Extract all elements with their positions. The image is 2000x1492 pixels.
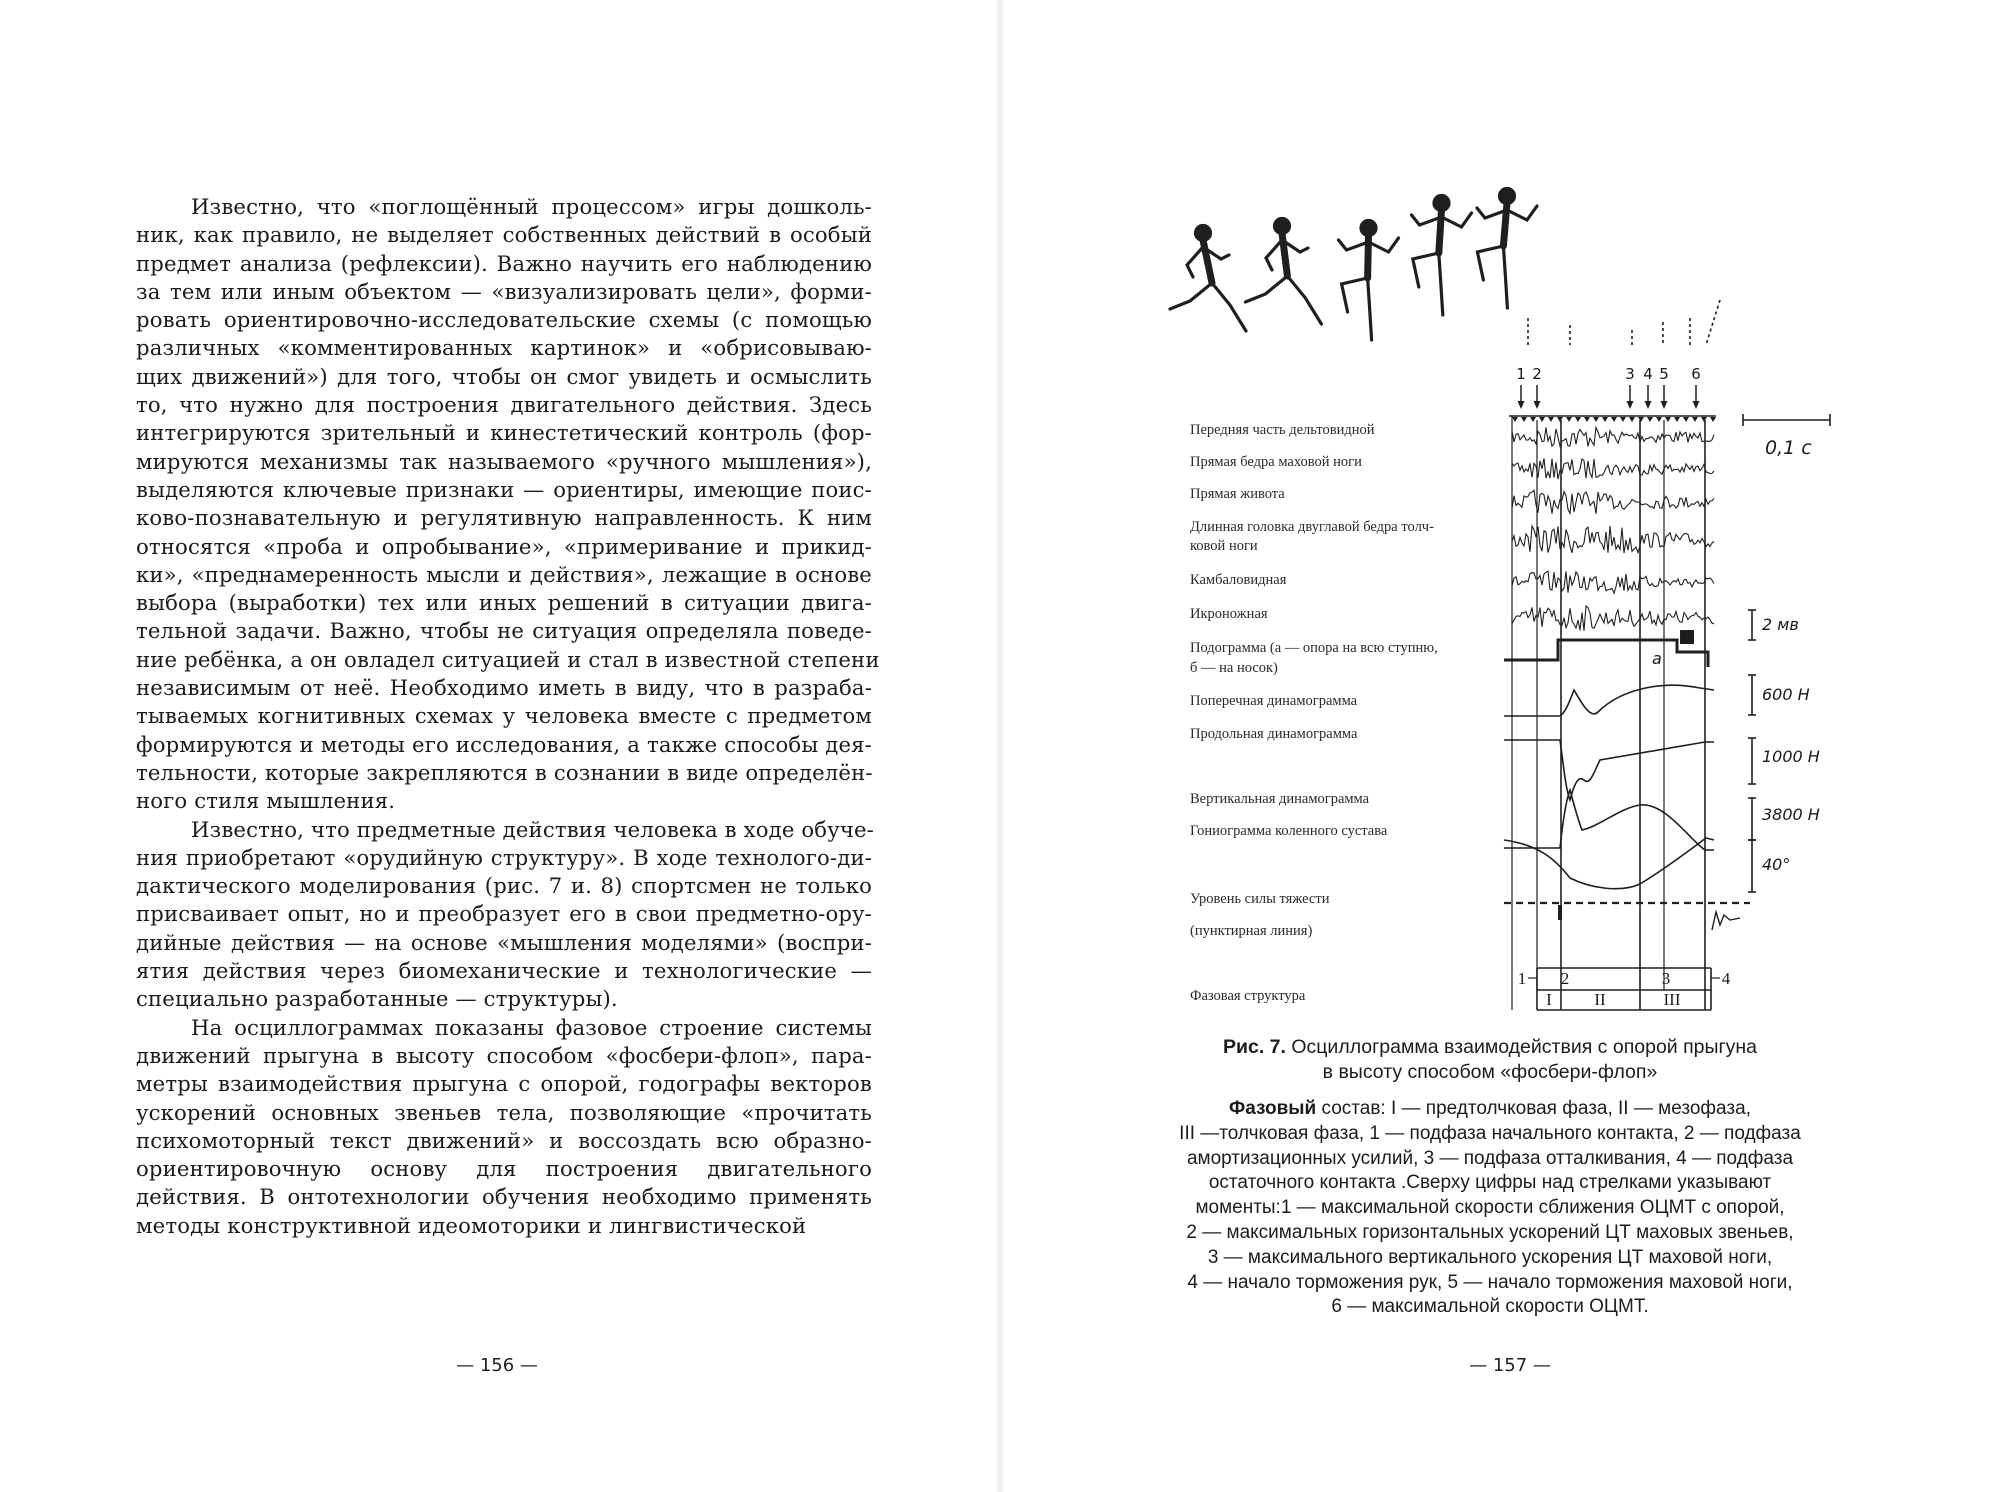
emg-trace xyxy=(1512,458,1714,479)
time-tick xyxy=(1548,417,1554,422)
trace-label: Длинная головка двуглавой бедра толч- xyxy=(1190,519,1434,535)
jumper-leg xyxy=(1342,278,1368,312)
text-line: На осциллограммах показаны фазовое строение системы xyxy=(191,1014,872,1040)
subphase-number: 3 xyxy=(1661,969,1671,988)
trace-label: Уровень силы тяжести xyxy=(1190,891,1330,907)
trace-labels xyxy=(1190,422,1438,1004)
text-line: ятия действия через биомеханические и технологические — xyxy=(136,958,872,984)
subphase-number: 2 xyxy=(1560,969,1570,988)
text-line: ник, как правило, не выделяет собственных действий в особый xyxy=(136,222,872,248)
body-text xyxy=(136,193,880,1240)
jumper-arm xyxy=(1369,238,1399,252)
jumper-leg xyxy=(1170,283,1212,309)
emg-trace xyxy=(1512,490,1714,513)
text-line: относятся «проба и опробывание», «примеривание и прикид- xyxy=(136,533,872,559)
text-line: выделяются ключевые признаки — ориентиры, имеющие поис- xyxy=(136,476,872,502)
legend-line: 2 — максимальных горизонтальных ускорений ЦТ маховых звеньев, xyxy=(1186,1221,1794,1243)
caption-line-1: Осциллограмма взаимодействия с опорой прыгуна xyxy=(1285,1036,1757,1058)
subphase-number: 1 xyxy=(1517,969,1527,988)
emg-trace xyxy=(1512,526,1714,553)
jumper-leg xyxy=(1503,246,1507,308)
text-line: ки», «преднамеренность мысли и действия», лежащие в основе xyxy=(136,561,872,587)
trace-label: Камбаловидная xyxy=(1190,572,1287,588)
jumper-arm xyxy=(1507,206,1537,220)
text-line: мируются механизмы так называемого «ручного мышления»), xyxy=(136,448,872,474)
time-tick xyxy=(1584,417,1590,422)
time-tick xyxy=(1647,417,1653,422)
time-tick xyxy=(1629,417,1635,422)
time-tick xyxy=(1566,417,1572,422)
page-number-right: — 157 — xyxy=(1469,1355,1551,1376)
figure-legend xyxy=(1100,1097,1880,1320)
time-scale-label: 0,1 с xyxy=(1765,437,1812,459)
legend-line: остаточного контакта .Сверху цифры над стрелками указывают xyxy=(1208,1172,1772,1194)
legend-line: 6 — максимальной скорости ОЦМТ. xyxy=(1331,1296,1649,1318)
jumper-leg xyxy=(1287,276,1321,324)
time-tick xyxy=(1575,417,1581,422)
paragraph xyxy=(136,1014,872,1240)
time-tick xyxy=(1521,417,1527,422)
scale-bar-label: 2 мв xyxy=(1762,615,1799,634)
time-tick xyxy=(1656,417,1662,422)
time-tick xyxy=(1602,417,1608,422)
trace-label: ковой ноги xyxy=(1190,538,1258,554)
text-line: ного стиля мышления. xyxy=(136,788,396,814)
text-line: Известно, что предметные действия человека в ходе обуче- xyxy=(191,816,874,842)
time-tick xyxy=(1530,417,1536,422)
text-line: психомоторный текст движений» и воссоздать всю образно- xyxy=(136,1127,872,1153)
jumper-connector-lines xyxy=(1528,300,1720,345)
jumper-arm xyxy=(1412,215,1442,225)
jumper-figure xyxy=(1477,189,1537,309)
text-line: тельной задачи. Важно, чтобы не ситуация определяла поведе- xyxy=(136,618,872,644)
podogram-trace xyxy=(1504,640,1708,667)
text-line: выбора (выработки) тех или иных решений в ситуации двига- xyxy=(136,590,872,616)
knee-goniogram xyxy=(1504,838,1714,889)
time-tick xyxy=(1611,417,1617,422)
phase-roman: I xyxy=(1546,990,1552,1009)
text-line: движений прыгуна в высоту способом «фосбери-флоп», пара- xyxy=(136,1042,872,1068)
arrow-head xyxy=(1693,401,1700,409)
text-line: за тем или иным объектом — «визуализировать цели», форми- xyxy=(136,278,872,304)
arrow-number: 4 xyxy=(1643,365,1653,383)
legend-bold-word: Фазовый xyxy=(1229,1098,1317,1119)
trace-label: Прямая живота xyxy=(1190,486,1285,502)
arrow-number: 2 xyxy=(1532,365,1542,383)
podogram-mark-a: а xyxy=(1652,649,1662,668)
time-tick xyxy=(1512,417,1518,422)
time-tick xyxy=(1638,417,1644,422)
subphase-number: 4 xyxy=(1721,969,1731,988)
connector-line xyxy=(1706,300,1720,345)
legend-rest xyxy=(1100,1122,1880,1320)
text-line: специально разработанные — структуры). xyxy=(136,986,618,1012)
jumper-leg xyxy=(1439,253,1443,315)
jumper-leg xyxy=(1368,278,1372,340)
text-line: присваивает опыт, но и преобразует его в свои предметно-ору- xyxy=(136,901,872,927)
caption-line-2: в высоту способом «фосбери-флоп» xyxy=(1322,1061,1658,1083)
trace-label: Подограмма (а — опора на всю ступню, xyxy=(1190,640,1438,656)
text-line: тываемых когнитивных схемах у человека вместе с предметом xyxy=(136,703,872,729)
moment-arrows xyxy=(1516,365,1701,409)
legend-line: моменты:1 — максимальной скорости сближения ОЦМТ с опорой, xyxy=(1195,1197,1785,1219)
arrow-head xyxy=(1518,401,1525,409)
time-marker-strip xyxy=(1509,414,1830,459)
paragraph xyxy=(136,193,880,816)
text-line: предмет анализа (рефлексии). Важно научить его наблюдению xyxy=(136,250,872,276)
text-line: действия. В онтотехнологии обучения необходимо применять xyxy=(136,1184,872,1210)
jumper-arm xyxy=(1339,240,1369,250)
arrow-head xyxy=(1661,401,1668,409)
time-tick xyxy=(1665,417,1671,422)
phase-roman: III xyxy=(1663,990,1681,1009)
oscillogram-traces xyxy=(1504,427,1750,930)
time-tick xyxy=(1683,417,1689,422)
text-line: щих движений») для того, чтобы он смог увидеть и осмыслить xyxy=(136,363,872,389)
scale-bar-label: 600 Н xyxy=(1762,685,1810,704)
jumper-leg xyxy=(1477,246,1503,280)
legend-line: III —толчковая фаза, 1 — подфаза начального контакта, 2 — подфаза xyxy=(1179,1122,1801,1144)
transverse-dynamogram xyxy=(1504,685,1714,716)
jumper-leg xyxy=(1413,253,1439,287)
legend-line xyxy=(1100,1097,1880,1122)
emg-trace xyxy=(1512,571,1714,593)
trace-label: Фазовая структура xyxy=(1190,988,1306,1004)
jumper-figure xyxy=(1412,196,1472,316)
trace-label: Передняя часть дельтовидной xyxy=(1190,422,1375,438)
text-line: ково-познавательную и регулятивную направленность. К ним xyxy=(136,505,872,531)
vertical-dynamogram xyxy=(1504,790,1714,850)
phase-structure xyxy=(1518,968,1731,1010)
jumper-leg xyxy=(1212,283,1246,331)
time-tick xyxy=(1620,417,1626,422)
arrow-number: 3 xyxy=(1625,365,1635,383)
text-line: тельности, которые закрепляются в сознании в виде определён- xyxy=(136,759,873,785)
time-tick xyxy=(1701,417,1707,422)
jumper-figure xyxy=(1170,226,1246,332)
phase-roman: II xyxy=(1594,990,1606,1009)
text-line: независимым от неё. Необходимо иметь в виду, что в разраба- xyxy=(136,675,872,701)
jumper-arm xyxy=(1187,247,1203,277)
time-tick xyxy=(1710,417,1716,422)
text-line: ровать ориентировочно-исследовательские схемы (с помощью xyxy=(136,307,872,333)
podogram-mark-b: б xyxy=(1682,628,1692,647)
trace-label: Вертикальная динамограмма xyxy=(1190,791,1370,807)
legend-line: 4 — начало торможения рук, 5 — начало торможения маховой ноги, xyxy=(1187,1271,1793,1293)
figure-label: Рис. 7. xyxy=(1222,1036,1286,1058)
text-line: ния приобретают «орудийную структуру». В ходе технолого-ди- xyxy=(136,844,872,870)
jumper-sequence-illustration xyxy=(1170,189,1537,341)
time-tick xyxy=(1674,417,1680,422)
text-line: Известно, что «поглощённый процессом» игры дошколь- xyxy=(191,194,872,219)
arrow-number: 6 xyxy=(1691,365,1701,383)
jumper-arm xyxy=(1266,240,1282,270)
arrow-number: 1 xyxy=(1516,365,1526,383)
scale-bar-label: 1000 Н xyxy=(1762,747,1820,766)
text-line: формируются и методы его исследования, а также способы дея- xyxy=(136,731,872,757)
text-line: ускорений основных звеньев тела, позволяющие «прочитать xyxy=(136,1099,872,1125)
text-line: ориентировочную основу для построения двигательного xyxy=(136,1156,872,1182)
jumper-figure xyxy=(1245,219,1321,325)
text-line: дактического моделирования (рис. 7 и. 8) спортсмен не только xyxy=(136,873,872,899)
text-line: ние ребёнка, а он овладел ситуацией и стал в известной степени xyxy=(136,646,880,672)
trace-label: (пунктирная линия) xyxy=(1190,923,1313,939)
time-tick xyxy=(1593,417,1599,422)
time-tick xyxy=(1557,417,1563,422)
trace-label: Икроножная xyxy=(1190,606,1268,622)
arrow-head xyxy=(1534,401,1541,409)
text-line: то, что нужно для построения двигательного действия. Здесь xyxy=(136,392,872,418)
trace-end-wiggle xyxy=(1712,912,1740,930)
jumper-figure xyxy=(1339,221,1399,341)
scale-bar-label: 40° xyxy=(1762,855,1791,874)
scale-bars xyxy=(1748,610,1820,892)
jumper-leg xyxy=(1245,276,1287,302)
time-tick xyxy=(1539,417,1545,422)
trace-label: Продольная динамограмма xyxy=(1190,726,1358,742)
arrow-number: 5 xyxy=(1659,365,1669,383)
right-page xyxy=(1000,0,2000,1492)
arrow-head xyxy=(1627,401,1634,409)
phase-boundary-lines xyxy=(1512,416,1705,1010)
trace-label: Прямая бедра маховой ноги xyxy=(1190,454,1362,470)
arrow-head xyxy=(1645,401,1652,409)
trace-label: Поперечная динамограмма xyxy=(1190,693,1358,709)
text-line: различных «комментированных картинок» и «обрисовываю- xyxy=(136,335,872,361)
trace-label: Гониограмма коленного сустава xyxy=(1190,823,1388,839)
figure-caption xyxy=(1170,1035,1810,1085)
text-line: интегрируются зрительный и кинестетический контроль (фор- xyxy=(136,420,872,446)
jumper-arm xyxy=(1442,213,1472,227)
legend-line-1-rest: состав: I — предтолчковая фаза, II — мезофаза, xyxy=(1316,1098,1751,1119)
legend-line: амортизационных усилий, 3 — подфаза отталкивания, 4 — подфаза xyxy=(1186,1147,1794,1169)
scale-bar-label: 3800 Н xyxy=(1762,805,1820,824)
time-tick xyxy=(1692,417,1698,422)
paragraph xyxy=(136,816,872,1014)
page-number-left: — 156 — xyxy=(456,1355,538,1376)
legend-line: 3 — максимального вертикального ускорения ЦТ маховой ноги, xyxy=(1207,1246,1773,1268)
text-line: метры взаимодействия прыгуна с опорой, годографы векторов xyxy=(136,1071,872,1097)
text-line: методы конструктивной идеомоторики и лингвистической xyxy=(136,1212,807,1238)
emg-trace xyxy=(1512,427,1714,446)
text-line: дийные действия — на основе «мышления моделями» (воспри- xyxy=(136,929,872,955)
longitudinal-dynamogram xyxy=(1504,740,1714,800)
trace-label: б — на носок) xyxy=(1190,660,1278,676)
